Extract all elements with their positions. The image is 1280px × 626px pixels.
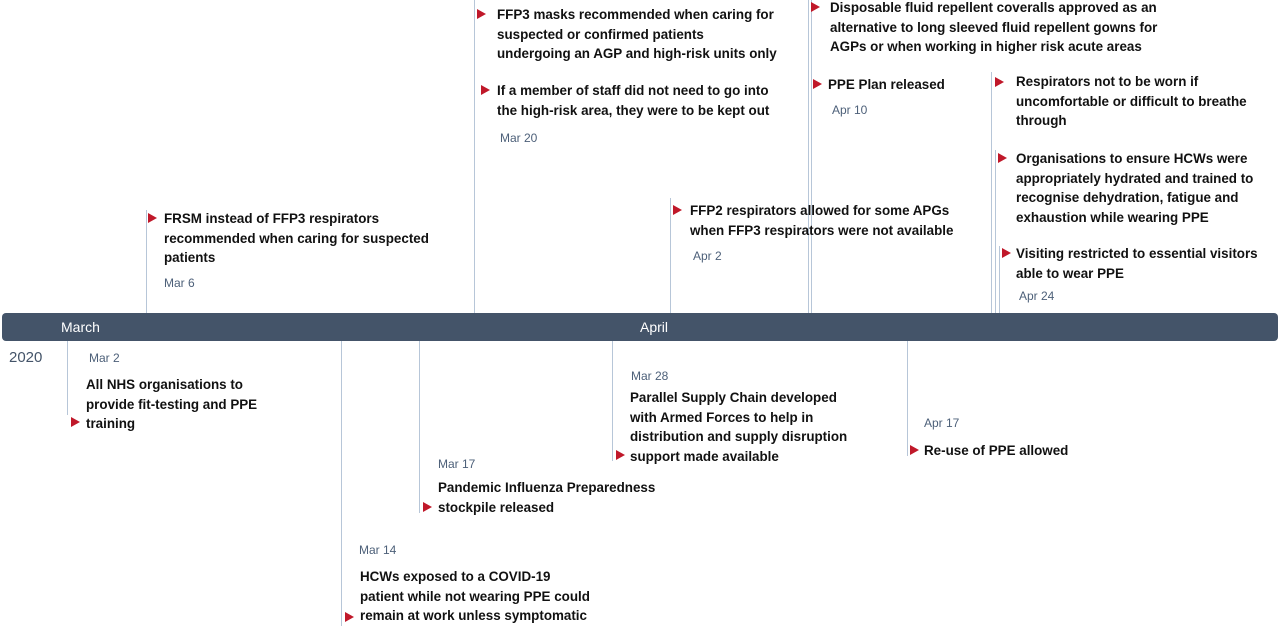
event-line: If a member of staff did not need to go into (497, 83, 769, 98)
event-text-apr-2 (690, 201, 953, 240)
event-line: distribution and supply disruption (630, 429, 848, 444)
event-date-mar-28: Mar 28 (631, 369, 669, 383)
event-line: FRSM instead of FFP3 respirators (164, 211, 380, 226)
marker-arrow-icon (995, 77, 1004, 87)
event-line: FFP2 respirators allowed for some APGs (690, 203, 950, 218)
event-date-mar-2: Mar 2 (89, 351, 120, 365)
event-line: support made available (630, 448, 779, 464)
event-line: FFP3 masks recommended when caring for (497, 7, 774, 22)
year-label: 2020 (9, 349, 43, 366)
event-line: patient while not wearing PPE could (360, 588, 590, 604)
event-line: All NHS organisations to (86, 377, 243, 392)
connector-line-mar-2 (67, 341, 68, 415)
event-line: uncomfortable or difficult to breathe (1016, 93, 1247, 109)
event-line: provide fit-testing and PPE (86, 396, 258, 412)
event-line: recommended when caring for suspected (164, 230, 429, 246)
event-line: patients (164, 250, 216, 265)
marker-arrow-icon (148, 213, 157, 223)
marker-arrow-icon (998, 153, 1007, 163)
connector-line-apr-10-a (808, 0, 809, 313)
event-line: able to wear PPE (1016, 265, 1124, 281)
connector-line-mar-17 (419, 341, 420, 513)
marker-arrow-icon (813, 79, 822, 89)
marker-arrow-icon (423, 502, 432, 512)
event-date-apr-17: Apr 17 (924, 416, 960, 430)
event-line: exhaustion while wearing PPE (1016, 209, 1209, 225)
month-label-april: April (640, 319, 669, 335)
event-text-apr-24-item-3 (1016, 244, 1258, 283)
marker-arrow-icon (477, 9, 486, 19)
connector-line-mar-14 (341, 341, 342, 626)
event-date-mar-20: Mar 20 (500, 131, 538, 145)
event-text-mar-28 (630, 388, 847, 466)
event-line: Disposable fluid repellent coveralls approved as an (830, 0, 1157, 15)
event-line: Parallel Supply Chain developed (630, 390, 837, 405)
event-text-apr-10-item-1 (830, 0, 1157, 57)
event-text-mar-6 (164, 209, 429, 268)
event-text-apr-24-item-2 (1016, 149, 1253, 227)
event-date-mar-17: Mar 17 (438, 457, 476, 471)
event-line: Visiting restricted to essential visitors (1016, 246, 1258, 261)
event-line: through (1016, 113, 1067, 128)
marker-arrow-icon (616, 450, 625, 460)
event-line: PPE Plan released (828, 77, 945, 92)
event-text-apr-10-item-2 (828, 75, 945, 95)
month-label-march: March (61, 319, 100, 335)
event-line: HCWs exposed to a COVID-19 (360, 569, 551, 584)
connector-line-apr-17 (907, 341, 908, 456)
connector-line-mar-28 (612, 341, 613, 461)
marker-arrow-icon (910, 445, 919, 455)
event-text-mar-20-item-2 (497, 81, 769, 120)
event-line: Pandemic Influenza Preparedness (438, 480, 656, 495)
event-line: undergoing an AGP and high-risk units only (497, 46, 777, 61)
event-line: remain at work unless symptomatic (360, 608, 587, 623)
connector-line-mar-20 (474, 0, 475, 313)
event-date-mar-6: Mar 6 (164, 276, 195, 290)
event-line: suspected or confirmed patients (497, 26, 704, 42)
event-line: when FFP3 respirators were not available (690, 222, 954, 238)
connector-line-apr-24-a (991, 72, 992, 313)
connector-line-apr-2 (670, 198, 671, 313)
event-text-apr-17 (924, 441, 1068, 461)
marker-arrow-icon (811, 2, 820, 12)
event-text-mar-20-item-1 (497, 5, 777, 64)
event-date-mar-14: Mar 14 (359, 543, 397, 557)
event-line: stockpile released (438, 499, 555, 515)
event-text-mar-17 (438, 478, 655, 517)
event-line: training (86, 416, 136, 431)
event-line: Organisations to ensure HCWs were (1016, 151, 1248, 166)
marker-arrow-icon (1002, 248, 1011, 258)
event-line: with Armed Forces to help in (630, 409, 814, 425)
event-text-mar-14 (360, 567, 590, 626)
connector-line-mar-6 (146, 210, 147, 313)
marker-arrow-icon (71, 417, 80, 427)
marker-arrow-icon (345, 612, 354, 622)
event-line: appropriately hydrated and trained to (1016, 170, 1254, 186)
event-date-apr-10: Apr 10 (832, 103, 868, 117)
event-line: Re-use of PPE allowed (924, 443, 1069, 458)
event-line: Respirators not to be worn if (1016, 74, 1199, 89)
connector-line-apr-10-b (811, 0, 812, 313)
event-text-apr-24-item-1 (1016, 72, 1247, 131)
marker-arrow-icon (673, 205, 682, 215)
event-date-apr-24: Apr 24 (1019, 289, 1055, 303)
event-line: recognise dehydration, fatigue and (1016, 190, 1239, 205)
event-line: alternative to long sleeved fluid repellent gowns for (830, 19, 1158, 35)
connector-line-apr-24-c (999, 246, 1000, 313)
event-date-apr-2: Apr 2 (693, 249, 722, 263)
event-text-mar-2 (86, 375, 257, 434)
marker-arrow-icon (481, 85, 490, 95)
event-line: the high-risk area, they were to be kept out (497, 102, 770, 118)
connector-line-apr-24-b (995, 150, 996, 313)
event-line: AGPs or when working in higher risk acute areas (830, 39, 1142, 54)
